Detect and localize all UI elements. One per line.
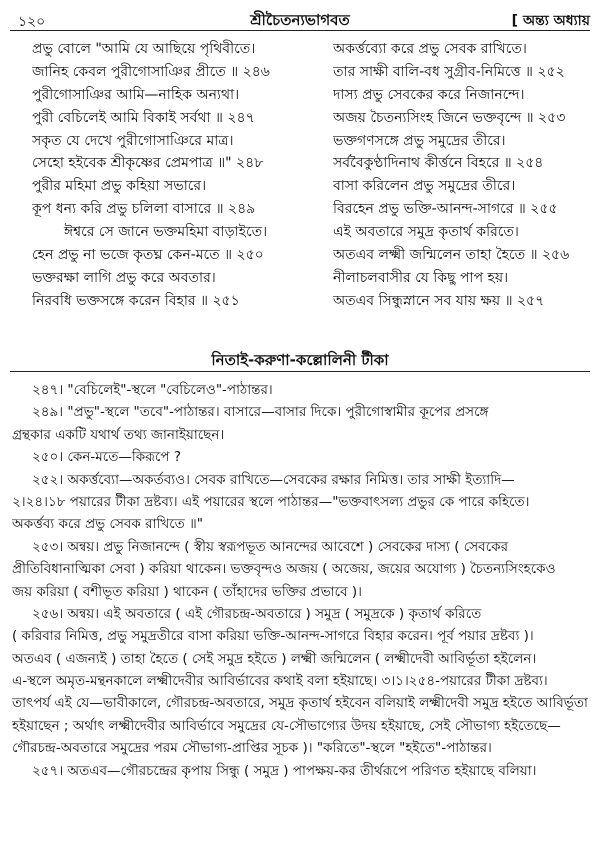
verse-line: ভক্তগণসঙ্গে প্রভু সমুদ্রের তীরে। [333,132,506,149]
verse-line: কূপ ধন্য করি প্রভু চলিলা বাসারে ॥ ২৪৯ [32,201,256,218]
verse-line: তার সাক্ষী বালি-বধ সুগ্রীব-নিমিত্তে ॥ ২৫২ [333,63,565,80]
section-rule [10,371,590,372]
verse-block [0,38,600,338]
commentary-line: গ্রন্থকার একটি যথার্থ তথ্য জানাইয়াছেন। [12,426,225,443]
commentary-line: ২৪৭। "বেচিলেই"-স্থলে "বেচিলেও"-পাঠান্তর। [32,382,273,398]
commentary-line: এ-স্থলে অমৃত-মন্থনকালে লক্ষ্মীদেবীর আবির্ভাবের কথাই বলা হইয়াছে। ৩।১।২৫৪-পয়ারের টীকা দ্রষ্টব্য। [12,673,548,690]
verse-line: পুরীর মহিমা প্রভু কহিয়া সভারে। [32,178,207,195]
verse-line: প্রভু বোলে "আমি যে আছিয়ে পৃথিবীতে। [32,41,256,57]
verse-line: সকৃত যে দেখে পুরীগোসাঞিরে মাত্র। [32,132,234,149]
commentary-line: হইয়াছেন ; অর্থাৎ লক্ষ্মীদেবীর আবির্ভাবে সমুদ্রের যে-সৌভাগ্যের উদয় হইয়াছে, সেই সৌভাগ্য হইতেছে— [12,717,561,734]
verse-line: অতএব লক্ষ্মী জন্মিলেন তাহা হৈতে ॥ ২৫৬ [333,247,570,264]
commentary-title: নিতাই-করুণা-কল্লোলিনী টীকা [211,351,389,369]
commentary-line: ২।২৪।১৮ পয়ারের টীকা দ্রষ্টব্য। এই পয়ারের স্থলে পাঠান্তর—"ভক্তবাৎসল্য প্রভুর কে পারে কহিতে। [12,493,530,510]
commentary-line: অতএব ( এজন্যই ) তাহা হৈতে ( সেই সমুদ্র হইতে ) লক্ষ্মী জন্মিলেন ( লক্ষ্মীদেবী আবির্ভূতা হইলেন। [12,650,537,667]
commentary-line: গৌরচন্দ্র-অবতারে সমুদ্রের পরম সৌভাগ্য-প্রাপ্তির সূচক )। "করিতে"-স্থলে "হইতে"-পাঠান্তর। [12,740,492,757]
commentary-line: তাৎপর্য এই যে—ভাবীকালে, গৌরচন্দ্র-অবতারে, সমুদ্র কৃতার্থ হইবেন বলিয়াই লক্ষ্মীদেবী সমুদ্র হইতে আবির্ভূতা [12,695,588,712]
header-rule [10,30,590,31]
verse-line: ঈশ্বরে সে জানে ভক্তমহিমা বাড়াইতে। [64,224,268,241]
commentary-line: জয় করিয়া ( বশীভূত করিয়া ) থাকেন ( তাঁহাদের ভক্তির প্রভাবে )। [12,583,362,600]
verse-line: অতএব সিন্ধুস্নানে সব যায় ক্ষয় ॥ ২৫৭ [333,292,545,309]
verse-line: অকর্ত্তব্যো করে প্রভু সেবক রাখিতে। [333,41,527,57]
verse-line: জানিহ কেবল পুরীগোসাঞির প্রীতে ॥ ২৪৬ [32,63,270,80]
verse-line: অজয় চৈতন্যসিংহ জিনে ভক্তবৃন্দে ॥ ২৫৩ [333,109,566,126]
verse-line: বাসা করিলেন প্রভু সমুদ্রের তীরে। [333,178,516,195]
verse-line: বিরহেন প্রভু ভক্তি-আনন্দ-সাগরে ॥ ২৫৫ [333,201,558,218]
verse-line: নিরবধি ভক্তসঙ্গে করেন বিহার ॥ ২৫১ [32,292,240,309]
verse-line: দাস্য প্রভু সেবকের করে নিজানন্দে। [333,86,525,103]
commentary-line: ২৫৬। অন্বয়। এই অবতারে ( এই গৌরচন্দ্র-অবতারে ) সমুদ্র ( সমুদ্রকে ) কৃতার্থ করিতে [32,605,482,622]
commentary-line: ২৫৭। অতএব—গৌরচন্দ্রের কৃপায় সিন্ধু ( সমুদ্র ) পাপক্ষয়-কর তীর্থরূপে পরিণত হইয়াছে বলিয়া। [32,762,537,779]
verse-line: নীলাচলবাসীর যে কিছু পাপ হয়। [333,269,509,286]
commentary-block [12,379,588,782]
commentary-line: ২৪৯। "প্রভু"-স্থলে "তবে"-পাঠান্তর। বাসারে—বাসার দিকে। পুরীগোস্বামীর কূপের প্রসঙ্গে [32,404,489,421]
verse-line: সেহো হইবেক শ্রীকৃষ্ণের প্রেমপাত্র ॥" ২৪৮ [32,155,264,172]
commentary-line: ২৫২। অকর্ত্তব্যো—অকর্তব্যও। সেবক রাখিতে—সেবকের রক্ষার নিমিত্ত। তার সাক্ষী ইত্যাদি— [32,471,515,488]
chapter-label: [ অন্ত্য অধ্যায় [511,13,590,29]
verse-column-right [333,38,595,313]
commentary-line: অকর্ত্তব্য করে প্রভু সেবক রাখিতে ॥" [12,516,203,533]
commentary-line: ২৫০। কেন-মতে—কিরূপে ? [32,449,182,466]
verse-line: হেন প্রভু না ভজে কৃতঘ্ন কেন-মতে ॥ ২৫০ [32,247,264,264]
verse-line: পুরীগোসাঞির আমি—নাহিক অন্যথা। [32,86,240,103]
verse-line: সর্ববৈকুণ্ঠাদিনাথ কীর্ত্তনে বিহরে ॥ ২৫৪ [333,155,544,172]
book-title: শ্রীচৈতন্যভাগবত [250,11,350,29]
page-number: ১২০ [18,14,46,30]
commentary-line: ( করিবার নিমিত্ত, প্রভু সমুদ্রতীরে বাসা করিয়া ভক্তি-আনন্দ-সাগরে বিহার করেন। পূর্ব পয়ার দ্রষ্টব্য )। [12,628,534,645]
verse-column-left [32,38,322,313]
commentary-line: প্রীতিবিধানাত্মিকা সেবা ) করিয়া থাকেন। ভক্তবৃন্দও অজয় ( অজেয়, জয়ের অযোগ্য ) চৈতন্যসিংহকেও [12,561,556,578]
verse-line: ভক্তরক্ষা লাগি প্রভু করে অবতার। [32,269,216,286]
verse-line: পুরী বেচিলেই আমি বিকাই সর্বথা ॥ ২৪৭ [32,109,255,126]
page-header [0,8,600,32]
verse-line: এই অবতারে সমুদ্র কৃতার্থ করিতে। [333,224,519,241]
commentary-line: ২৫৩। অন্বয়। প্রভু নিজানন্দে ( স্বীয় স্বরূপভূত আনন্দের আবেশে ) সেবকের দাস্য ( সেবকের [32,538,508,555]
